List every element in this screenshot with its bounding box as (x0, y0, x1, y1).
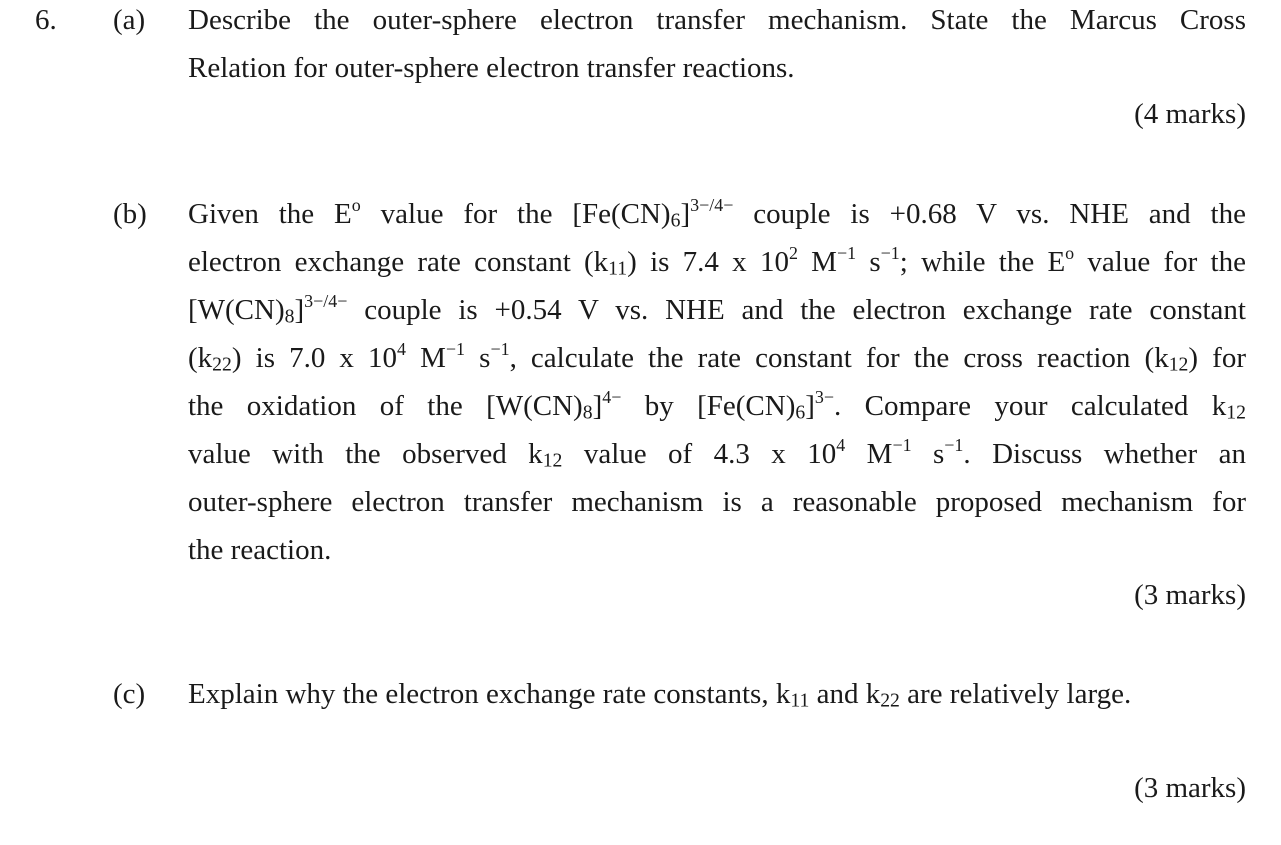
part-b-marks: (3 marks) (1134, 579, 1246, 611)
question-number: 6. (35, 4, 57, 36)
part-b-label: (b) (113, 198, 147, 230)
part-a-text (188, 2, 1246, 98)
part-a-line-1: Describe the outer-sphere electron transfer mechanism. State the Marcus Cross (188, 4, 1246, 36)
part-b-line-4: $(k_{22})$ is 7.0 x $10^4$ $M^{-1}$ $s^{-1}$, calculate the rate constant for the cross reaction $(k_{12})$ for (188, 340, 1246, 376)
part-b-line-1: Given the $E^o$ value for the $[Fe(CN)_6]^{3-/4-}$ couple is +0.68 V vs. NHE and the (188, 196, 1246, 232)
part-a-marks: (4 marks) (1134, 98, 1246, 130)
part-c-text (188, 676, 1246, 724)
part-b-line-5: the oxidation of the $[W(CN)_8]^{4-}$ by $[Fe(CN)_6]^{3-}$. Compare your calculated $k_{12}$ (188, 388, 1246, 424)
part-b-line-2: electron exchange rate constant $(k_{11})$ is 7.4 x $10^2$ $M^{-1}$ $s^{-1}$; while the $E^o$ value for the (188, 244, 1246, 280)
part-a-line-2: Relation for outer-sphere electron transfer reactions. (188, 52, 795, 84)
part-b-line-6: value with the observed $k_{12}$ value of 4.3 x $10^4$ $M^{-1}$ $s^{-1}$. Discuss whether an (188, 436, 1246, 472)
part-b-line-3: $[W(CN)_8]^{3-/4-}$ couple is +0.54 V vs. NHE and the electron exchange rate constant (188, 292, 1246, 328)
part-a-label: (a) (113, 4, 146, 36)
part-c-marks: (3 marks) (1134, 772, 1246, 804)
part-c-line-1: Explain why the electron exchange rate constants, $k_{11}$ and $k_{22}$ are relatively large. (188, 678, 1132, 712)
part-b-line-7: outer-sphere electron transfer mechanism is a reasonable proposed mechanism for (188, 486, 1246, 518)
part-b-text (188, 196, 1246, 580)
part-b-line-8: the reaction. (188, 534, 332, 566)
part-c-label: (c) (113, 678, 146, 710)
